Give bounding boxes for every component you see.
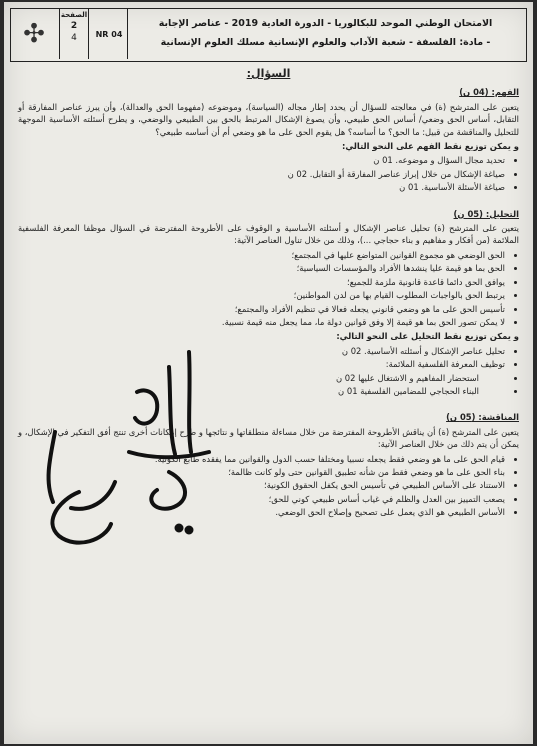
tahlil-dist-heading: و يمكن توزيع نقط التحليل على النحو التالي:: [336, 331, 519, 342]
question-title: السؤال:: [246, 67, 291, 80]
list-item: • الحق الوضعي هو مجموع القوانين المتواضع عليها في المجتمع؛: [18, 249, 505, 261]
list-item: • توظيف المعرفة الفلسفية الملائمة:: [18, 358, 505, 370]
list-item: • يرتبط الحق بالواجبات المطلوب القيام بها من لدن المواطنين؛: [18, 289, 505, 301]
munaqasha-intro: يتعين على المترشح (ة) أن يناقش الأطروحة المفترضة من خلال مساءلة منطلقاتها و نتائجها و طرح إمكانات أخرى تنتج أفق التفكير في الإشكال، و يمكن أن يتم ذلك من خلال العناصر الآتية:: [18, 426, 519, 450]
header-text: [131, 14, 520, 52]
munaqasha-list: [18, 453, 519, 519]
list-item: • صياغة الأسئلة الأساسية. 01 ن: [18, 181, 505, 193]
fahm-intro: يتعين على المترشح (ة) في معالجته للسؤال أن يحدد إطار مجاله (السياسة)، وموضوعه (مفهوما الحق والعدالة)، وأن يبرز عناصر المفارقة أو التقابل، أساس الحق وضعي/ أساس الحق طبيعي، وأن يصوغ الإشكال المرتبط بالحق بين الطبيعي والوضعي، و يطرح أسئلته الأساسية الموجهة للتحليل والمناقشة من قبيل: ما الحق؟ ما أساسه؟ هل يقوم الحق على ما هو وضعي أم أن أساسه طبيعي؟: [18, 101, 519, 137]
fahm-list: [18, 154, 519, 193]
page-total: 4: [71, 33, 77, 43]
list-item: • لا يمكن تصور الحق بما هو قيمة إلا وفق قوانين دولة ما، مما يجعل منه قيمة نسبية.: [18, 316, 505, 328]
list-item: • تحليل عناصر الإشكال و أسئلته الأساسية. 02 ن: [18, 345, 505, 357]
list-item: • استحضار المفاهيم و الاشتغال عليها 02 ن: [18, 372, 505, 384]
page-number-box: [59, 9, 89, 59]
exam-header: [10, 8, 527, 62]
list-item: • يصعب التمييز بين العدل والظلم في غياب أساس طبيعي كوني للحق؛: [18, 493, 505, 505]
exam-code: NR 04: [91, 9, 128, 59]
ministry-logo-icon: ✣: [23, 19, 45, 49]
list-item: • صياغة الإشكال من خلال إبراز عناصر المفارقة أو التقابل. 02 ن: [18, 168, 505, 180]
list-item: • تأسيس الحق على ما هو وضعي قانوني يجعله فعالا في تنظيم الأفراد والمجتمع؛: [18, 303, 505, 315]
section-heading-munaqasha: المناقشة: (05 ن): [446, 412, 519, 423]
page-label: الصفحة: [60, 11, 88, 19]
tahlil-list: [18, 249, 519, 328]
header-line-2: - مادة: الفلسفة - شعبة الآداب والعلوم الإنسانية مسلك العلوم الإنسانية: [160, 37, 491, 48]
page-number: 2: [70, 21, 78, 31]
list-item: • البناء الحجاجي للمضامين الفلسفية 01 ن: [18, 385, 505, 397]
fahm-dist-heading: و يمكن توزيع نقط الفهم على النحو التالي:: [341, 141, 519, 152]
list-item: • الاستناد على الأساس الطبيعي في تأسيس الحق يكفل الحقوق الكونية؛: [18, 479, 505, 491]
list-item: • بناء الحق على ما هو وضعي فقط من شأنه تطبيق القوانين حتى ولو كانت ظالمة؛: [18, 466, 505, 478]
answer-content: [18, 64, 519, 521]
list-item: • قيام الحق على ما هو وضعي فقط يجعله نسبيا ومختلفا حسب الدول والقوانين مما يفقده طابع الكونية؛: [18, 453, 505, 465]
list-item: • الأساس الطبيعي هو الذي يعمل على تصحيح وإصلاح الحق الوضعي.: [18, 506, 505, 518]
header-line-1: الامتحان الوطني الموحد للبكالوريا - الدورة العادية 2019 - عناصر الإجابة: [158, 18, 493, 29]
section-heading-tahlil: التحليل: (05 ن): [453, 208, 519, 219]
tahlil-intro: يتعين على المترشح (ة) تحليل عناصر الإشكال و أسئلته الأساسية و الوقوف على الأطروحة المفترضة في السؤال موظفا المعرفة الفلسفية الملائمة (من أفكار و مفاهيم و بناء حجاجي ...)، وذلك من خلال تناول العناصر الآتية:: [18, 223, 519, 246]
section-heading-fahm: الفهم: (04 ن): [459, 87, 519, 98]
exam-page: [4, 2, 533, 744]
list-item: • الحق بما هو قيمة عليا ينشدها الأفراد والمؤسسات السياسية؛: [18, 262, 505, 274]
tahlil-dist-list: [18, 345, 519, 398]
list-item: • تحديد مجال السؤال و موضوعه. 01 ن: [18, 154, 505, 166]
list-item: • يوافق الحق دائما قاعدة قانونية ملزمة للجميع؛: [18, 276, 505, 288]
